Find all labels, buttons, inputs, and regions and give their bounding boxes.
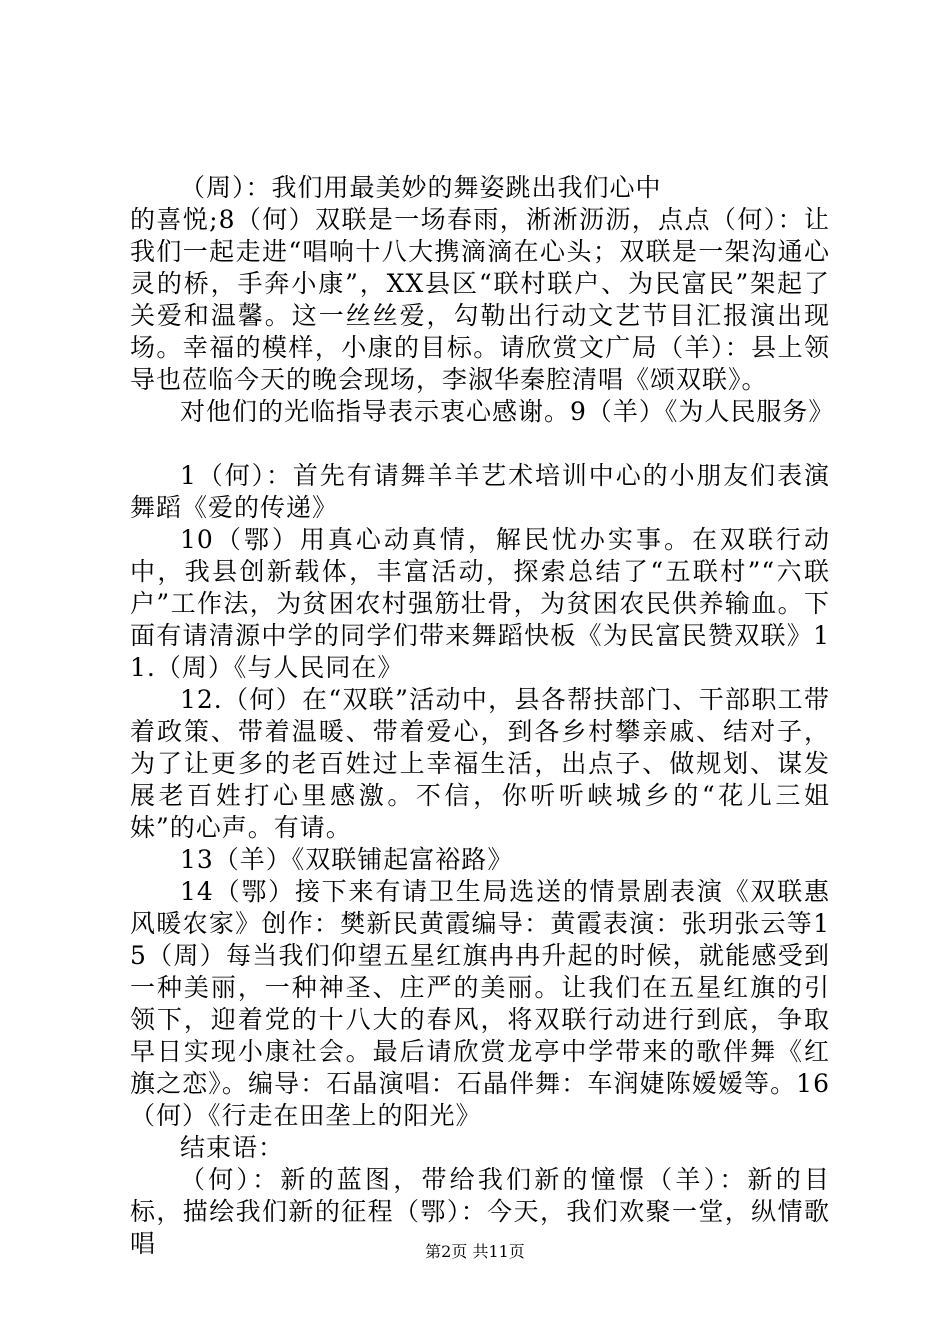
paragraph-item-1: 1（何）：首先有请舞羊羊艺术培训中心的小朋友们表演舞蹈《爱的传递》 [130,461,830,522]
paragraph-closing-heading: 结束语： [180,1133,285,1162]
paragraph-item-10: 10（鄂）用真心动真情，解民忧办实事。在双联行动中，我县创新载体，丰富活动，探索总结了“五联村”“六联户”工作法，为贫困农村强筋壮骨，为贫困农民供养输血。下面有请清源中学的同学们带来舞蹈快板《为民富民赞双联》11.（周）《与人民同在》 [130,525,830,682]
paragraph-item-13: 13（羊）《双联铺起富裕路》 [180,845,514,874]
page-footer: 第2页 共11页 [425,1242,525,1261]
document-body [130,172,835,1260]
paragraph-opening-line: （周）：我们用最美妙的舞姿跳出我们心中 [180,173,662,202]
paragraph-shuanglian-intro: 的喜悦;8（何）双联是一场春雨，淅淅沥沥，点点（何）：让我们一起走进“唱响十八大携滴滴在心头；双联是一架沟通心灵的桥，手奔小康”，XX县区“联村联户、为民富民”架起了关爱和温馨。这一丝丝爱，勾勒出行动文艺节目汇报演出现场。幸福的模样，小康的目标。请欣赏文广局（羊）：县上领导也莅临今天的晚会现场，李淑华秦腔清唱《颂双联》。 [130,205,830,394]
paragraph-item-14: 14（鄂）接下来有请卫生局选送的情景剧表演《双联惠风暖农家》创作：樊新民黄霞编导：黄霞表演：张玥张云等15（周）每当我们仰望五星红旗冉冉升起的时候，就能感受到一种美丽，一种神圣、庄严的美丽。让我们在五星红旗的引领下，迎着党的十八大的春风，将双联行动进行到底，争取早日实现小康社会。最后请欣赏龙亭中学带来的歌伴舞《红旗之恋》。编导：石晶演唱：石晶伴舞：车润婕陈嫒嫒等。16（何）《行走在田垄上的阳光》 [130,877,830,1130]
paragraph-spacer [130,428,830,460]
paragraph-closing-remarks: （何）：新的蓝图，带给我们新的憧憬（羊）：新的目标，描绘我们新的征程（鄂）：今天，我们欢聚一堂，纵情歌唱 [130,1165,830,1258]
paragraph-thanks: 对他们的光临指导表示衷心感谢。9（羊）《为人民服务》 [180,397,835,426]
paragraph-item-12: 12.（何）在“双联”活动中，县各帮扶部门、干部职工带着政策、带着温暖、带着爱心，到各乡村攀亲戚、结对子，为了让更多的老百姓过上幸福生活，出点子、做规划、谋发展老百姓打心里感激。不信，你听听峡城乡的“花儿三姐妹”的心声。有请。 [130,685,830,842]
